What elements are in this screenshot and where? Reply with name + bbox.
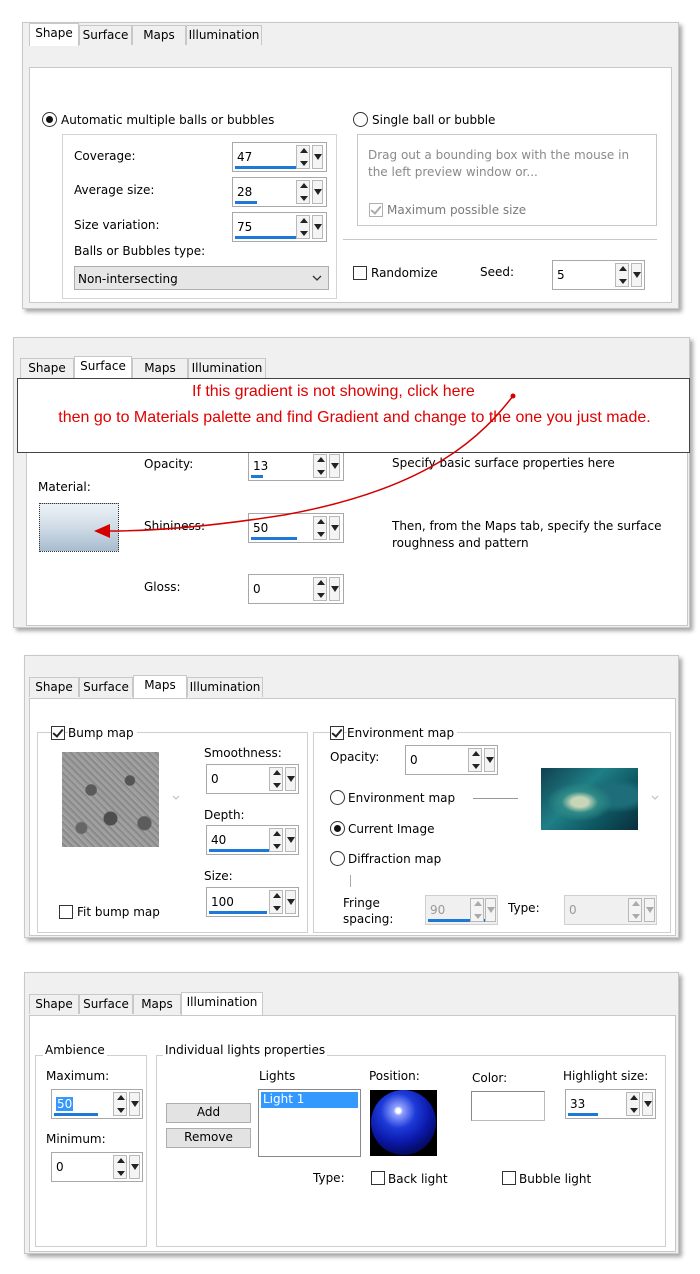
avgsize-up-down[interactable] bbox=[296, 180, 310, 204]
fringe-spacing-value: 90 bbox=[430, 903, 446, 917]
single-ball-radio[interactable] bbox=[353, 112, 368, 127]
list-item[interactable]: Light 1 bbox=[261, 1092, 358, 1108]
shape-panel bbox=[22, 22, 679, 309]
back-light-label: Back light bbox=[388, 1172, 448, 1186]
env-type-up-down[interactable] bbox=[628, 898, 642, 922]
highlight-size-value: 33 bbox=[570, 1097, 586, 1111]
tab-illumination[interactable]: Illumination bbox=[187, 677, 263, 697]
tab-surface[interactable]: Surface bbox=[79, 25, 132, 45]
current-image-radio[interactable] bbox=[330, 821, 345, 836]
maximum-label: Maximum: bbox=[46, 1069, 110, 1083]
smoothness-up-down[interactable] bbox=[269, 767, 283, 791]
tab-illumination[interactable]: Illumination bbox=[188, 358, 266, 378]
avgsize-label: Average size: bbox=[74, 183, 155, 197]
position-label: Position: bbox=[369, 1069, 420, 1083]
current-image-radio-label: Current Image bbox=[348, 822, 435, 836]
environment-map-radio-label: Environment map bbox=[348, 791, 456, 805]
tab-shape[interactable]: Shape bbox=[29, 677, 79, 697]
tab-shape[interactable]: Shape bbox=[29, 994, 79, 1014]
add-light-button[interactable]: Add bbox=[166, 1103, 251, 1123]
seed-dropdown[interactable] bbox=[631, 263, 642, 287]
env-opacity-value: 0 bbox=[410, 753, 418, 767]
surface-panel bbox=[13, 337, 690, 628]
env-type-dropdown[interactable] bbox=[644, 898, 655, 922]
highlight-size-spinner[interactable] bbox=[565, 1089, 656, 1119]
size-label: Size: bbox=[204, 869, 233, 883]
max-size-label: Maximum possible size bbox=[387, 203, 527, 217]
randomize-checkbox[interactable] bbox=[353, 266, 367, 280]
chevron-down-icon[interactable] bbox=[172, 795, 180, 801]
callout-arrow bbox=[14, 338, 691, 629]
type-label: Balls or Bubbles type: bbox=[74, 244, 206, 258]
env-map-checkbox[interactable] bbox=[330, 726, 344, 740]
seed-value: 5 bbox=[557, 268, 565, 282]
minimum-dropdown[interactable] bbox=[129, 1155, 140, 1179]
bump-texture-thumbnail[interactable] bbox=[62, 752, 159, 847]
separator-line bbox=[473, 798, 518, 799]
diffraction-map-radio[interactable] bbox=[330, 851, 345, 866]
fit-bump-map-label: Fit bump map bbox=[77, 905, 160, 919]
size-up-down[interactable] bbox=[269, 890, 283, 914]
bump-map-label: Bump map bbox=[68, 726, 137, 740]
sizevar-label: Size variation: bbox=[74, 218, 160, 232]
light-position-sphere[interactable] bbox=[370, 1090, 437, 1156]
maps-panel bbox=[24, 655, 679, 938]
remove-light-button[interactable]: Remove bbox=[166, 1128, 251, 1148]
tab-surface[interactable]: Surface bbox=[79, 677, 133, 697]
size-spinner[interactable] bbox=[206, 887, 299, 917]
avgsize-value: 28 bbox=[237, 185, 253, 199]
depth-dropdown[interactable] bbox=[285, 828, 296, 852]
env-type-label: Type: bbox=[508, 901, 540, 915]
size-dropdown[interactable] bbox=[285, 890, 296, 914]
env-opacity-spinner[interactable] bbox=[405, 745, 498, 775]
back-light-checkbox[interactable] bbox=[371, 1171, 385, 1185]
surface-desc-2: Then, from the Maps tab, specify the surface roughness and pattern bbox=[392, 519, 662, 550]
minimum-up-down[interactable] bbox=[113, 1155, 127, 1179]
maximum-value: 50 bbox=[57, 1097, 73, 1111]
smoothness-dropdown[interactable] bbox=[285, 767, 296, 791]
fringe-up-down[interactable] bbox=[470, 898, 484, 922]
separator-tick bbox=[350, 875, 351, 887]
tab-illumination[interactable]: Illumination bbox=[186, 25, 262, 45]
illumination-panel bbox=[24, 972, 679, 1254]
tab-shape[interactable]: Shape bbox=[29, 23, 79, 46]
env-type-value: 0 bbox=[569, 903, 577, 917]
environment-image-thumbnail[interactable] bbox=[541, 768, 638, 830]
env-type-spinner[interactable] bbox=[564, 895, 657, 925]
ambience-label: Ambience bbox=[45, 1043, 105, 1057]
single-ball-label: Single ball or bubble bbox=[372, 113, 496, 127]
maximum-dropdown[interactable] bbox=[129, 1092, 140, 1116]
bubble-light-checkbox[interactable] bbox=[502, 1171, 516, 1185]
environment-map-radio[interactable] bbox=[330, 790, 345, 805]
tab-maps[interactable]: Maps bbox=[132, 358, 188, 378]
coverage-up-down[interactable] bbox=[296, 145, 310, 169]
tab-surface[interactable]: Surface bbox=[79, 994, 133, 1014]
avgsize-dropdown[interactable] bbox=[312, 180, 323, 204]
sizevar-up-down[interactable] bbox=[296, 215, 310, 239]
tab-surface[interactable]: Surface bbox=[74, 356, 132, 379]
env-opacity-up-down[interactable] bbox=[468, 748, 482, 772]
seed-up-down[interactable] bbox=[615, 263, 629, 287]
material-label: Material: bbox=[38, 480, 91, 494]
type-combo[interactable] bbox=[74, 266, 329, 290]
surface-desc-1: Specify basic surface properties here bbox=[392, 456, 615, 470]
lights-list[interactable] bbox=[258, 1089, 361, 1157]
avgsize-spinner[interactable] bbox=[232, 177, 327, 207]
highlight-size-label: Highlight size: bbox=[563, 1069, 649, 1083]
randomize-label: Randomize bbox=[371, 266, 438, 280]
sizevar-value: 75 bbox=[237, 220, 253, 234]
smoothness-spinner[interactable] bbox=[206, 764, 299, 794]
individual-lights-label: Individual lights properties bbox=[165, 1043, 326, 1057]
chevron-down-icon[interactable] bbox=[651, 795, 659, 801]
env-opacity-label: Opacity: bbox=[330, 750, 380, 764]
seed-label: Seed: bbox=[480, 265, 515, 279]
ambience-group bbox=[35, 1055, 147, 1247]
bump-map-checkbox[interactable] bbox=[51, 726, 65, 740]
callout-line-2: then go to Materials palette and find Gradient and change to the one you just made. bbox=[58, 409, 651, 426]
env-opacity-dropdown[interactable] bbox=[484, 748, 495, 772]
size-value: 100 bbox=[211, 895, 234, 909]
minimum-value: 0 bbox=[56, 1160, 64, 1174]
maximum-up-down[interactable] bbox=[113, 1092, 127, 1116]
tab-illumination[interactable]: Illumination bbox=[181, 992, 263, 1015]
sizevar-spinner[interactable] bbox=[232, 212, 327, 242]
highlight-up-down[interactable] bbox=[626, 1092, 640, 1116]
coverage-spinner[interactable] bbox=[232, 142, 327, 172]
depth-value: 40 bbox=[211, 833, 227, 847]
smoothness-value: 0 bbox=[211, 772, 219, 786]
coverage-value: 47 bbox=[237, 150, 253, 164]
opacity-label: Opacity: bbox=[144, 457, 194, 471]
env-map-label: Environment map bbox=[347, 726, 457, 740]
type-value: Non-intersecting bbox=[78, 272, 178, 286]
diffraction-map-radio-label: Diffraction map bbox=[348, 852, 442, 866]
fringe-spacing-spinner[interactable] bbox=[425, 895, 498, 925]
minimum-spinner[interactable] bbox=[51, 1152, 143, 1182]
gloss-label: Gloss: bbox=[144, 580, 181, 594]
hint-text: Drag out a bounding box with the mouse in the left preview window or... bbox=[368, 148, 630, 179]
auto-multiple-label: Automatic multiple balls or bubbles bbox=[61, 113, 275, 127]
seed-spinner[interactable] bbox=[552, 260, 645, 290]
color-swatch[interactable] bbox=[471, 1091, 545, 1121]
gloss-value: 0 bbox=[253, 582, 261, 596]
fringe-spacing-label: Fringe spacing: bbox=[343, 896, 394, 926]
depth-spinner[interactable] bbox=[206, 825, 299, 855]
tab-maps[interactable]: Maps bbox=[133, 994, 181, 1014]
lights-label: Lights bbox=[259, 1069, 296, 1083]
chevron-down-icon bbox=[312, 274, 322, 282]
shininess-value: 50 bbox=[253, 521, 269, 535]
coverage-dropdown[interactable] bbox=[312, 145, 323, 169]
fringe-dropdown[interactable] bbox=[485, 898, 496, 922]
depth-up-down[interactable] bbox=[269, 828, 283, 852]
bubble-light-label: Bubble light bbox=[519, 1172, 592, 1186]
highlight-dropdown[interactable] bbox=[642, 1092, 653, 1116]
color-label: Color: bbox=[472, 1071, 508, 1085]
tab-maps[interactable]: Maps bbox=[132, 25, 186, 45]
coverage-label: Coverage: bbox=[74, 149, 136, 163]
shininess-label: Shininess: bbox=[144, 519, 206, 533]
tab-maps[interactable]: Maps bbox=[133, 675, 187, 698]
maximum-spinner[interactable] bbox=[51, 1089, 143, 1119]
fit-bump-map-checkbox[interactable] bbox=[59, 905, 73, 919]
max-size-checkbox[interactable] bbox=[369, 203, 383, 217]
smoothness-label: Smoothness: bbox=[204, 746, 282, 760]
callout-line-1: If this gradient is not showing, click here bbox=[192, 383, 475, 400]
depth-label: Depth: bbox=[204, 808, 245, 822]
tab-shape[interactable]: Shape bbox=[20, 358, 74, 378]
light-type-label: Type: bbox=[313, 1171, 345, 1185]
auto-multiple-radio[interactable] bbox=[42, 112, 57, 127]
opacity-value: 13 bbox=[253, 459, 269, 473]
minimum-label: Minimum: bbox=[46, 1132, 106, 1146]
sizevar-dropdown[interactable] bbox=[312, 215, 323, 239]
